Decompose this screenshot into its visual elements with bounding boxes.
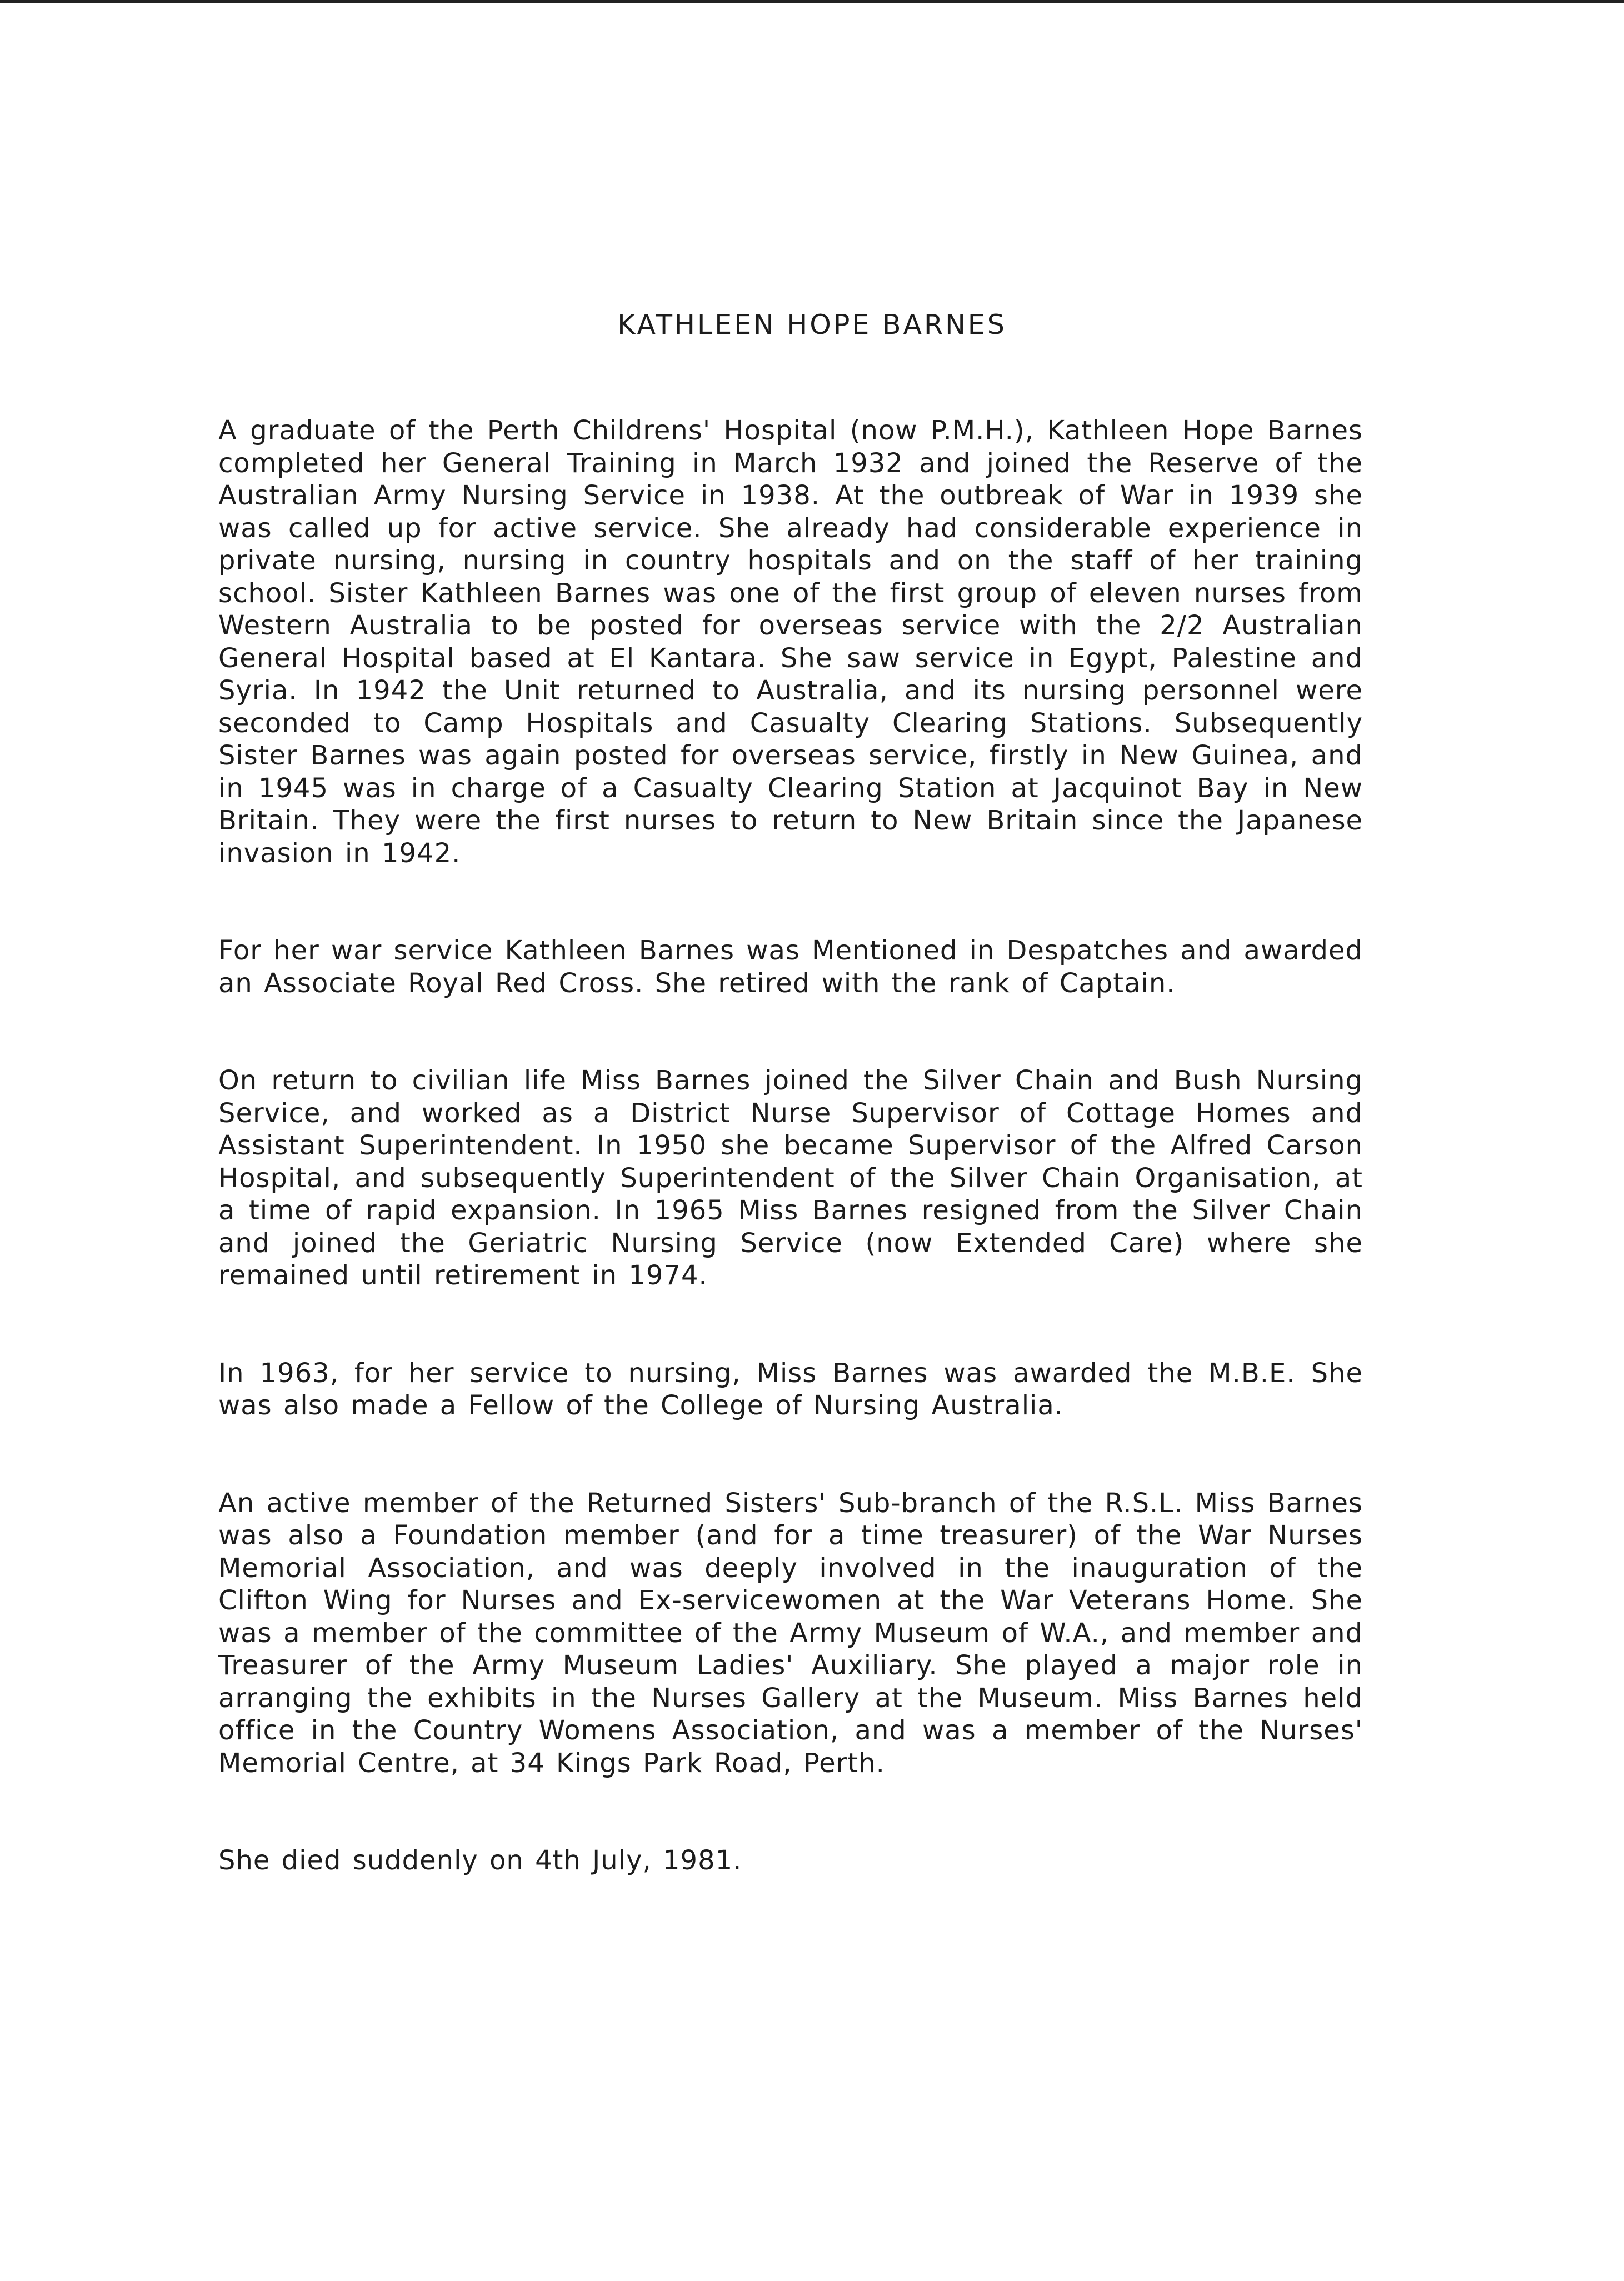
paragraph-awards: In 1963, for her service to nursing, Miss Barnes was awarded the M.B.E. She was also made a Fellow of the College of Nursing Australia. (218, 1357, 1363, 1421)
document-body (218, 414, 1363, 1877)
paragraph-death: She died suddenly on 4th July, 1981. (218, 1845, 742, 1876)
paragraph-memberships: An active member of the Returned Sisters' Sub-branch of the R.S.L. Miss Barnes was also a Foundation member (and for a time treasurer) of the War Nurses Memorial Association, and was deeply involved in the inauguration of the Clifton Wing for Nurses and Ex-servicewomen at the War Veterans Home. She was a member of the committee of the Army Museum of W.A., and member and Treasurer of the Army Museum Ladies' Auxiliary. She played a major role in arranging the exhibits in the Nurses Gallery at the Museum. Miss Barnes held office in the Country Womens Association, and was a member of the Nurses' Memorial Centre, at 34 Kings Park Road, Perth. (218, 1487, 1363, 1779)
top-border-line (0, 0, 1624, 3)
paragraph-career-overview: A graduate of the Perth Childrens' Hospital (now P.M.H.), Kathleen Hope Barnes completed her General Training in March 1932 and joined the Reserve of the Australian Army Nursing Service in 1938. At the outbreak of War in 1939 she was called up for active service. She already had considerable experience in private nursing, nursing in country hospitals and on the staff of her training school. Sister Kathleen Barnes was one of the first group of eleven nurses from Western Australia to be posted for overseas service with the 2/2 Australian General Hospital based at El Kantara. She saw service in Egypt, Palestine and Syria. In 1942 the Unit returned to Australia, and its nursing personnel were seconded to Camp Hospitals and Casualty Clearing Stations. Subsequently Sister Barnes was again posted for overseas service, firstly in New Guinea, and in 1945 was in charge of a Casualty Clearing Station at Jacquinot Bay in New Britain. They were the first nurses to return to New Britain since the Japanese invasion in 1942. (218, 415, 1363, 869)
paragraph-war-honours: For her war service Kathleen Barnes was Mentioned in Despatches and awarded an Associate Royal Red Cross. She retired with the rank of Captain. (218, 935, 1363, 999)
page-title: KATHLEEN HOPE BARNES (617, 309, 1007, 341)
paragraph-civilian-career: On return to civilian life Miss Barnes joined the Silver Chain and Bush Nursing Service, and worked as a District Nurse Supervisor of Cottage Homes and Assistant Superintendent. In 1950 she became Supervisor of the Alfred Carson Hospital, and subsequently Superintendent of the Silver Chain Organisation, at a time of rapid expansion. In 1965 Miss Barnes resigned from the Silver Chain and joined the Geriatric Nursing Service (now Extended Care) where she remained until retirement in 1974. (218, 1065, 1363, 1291)
